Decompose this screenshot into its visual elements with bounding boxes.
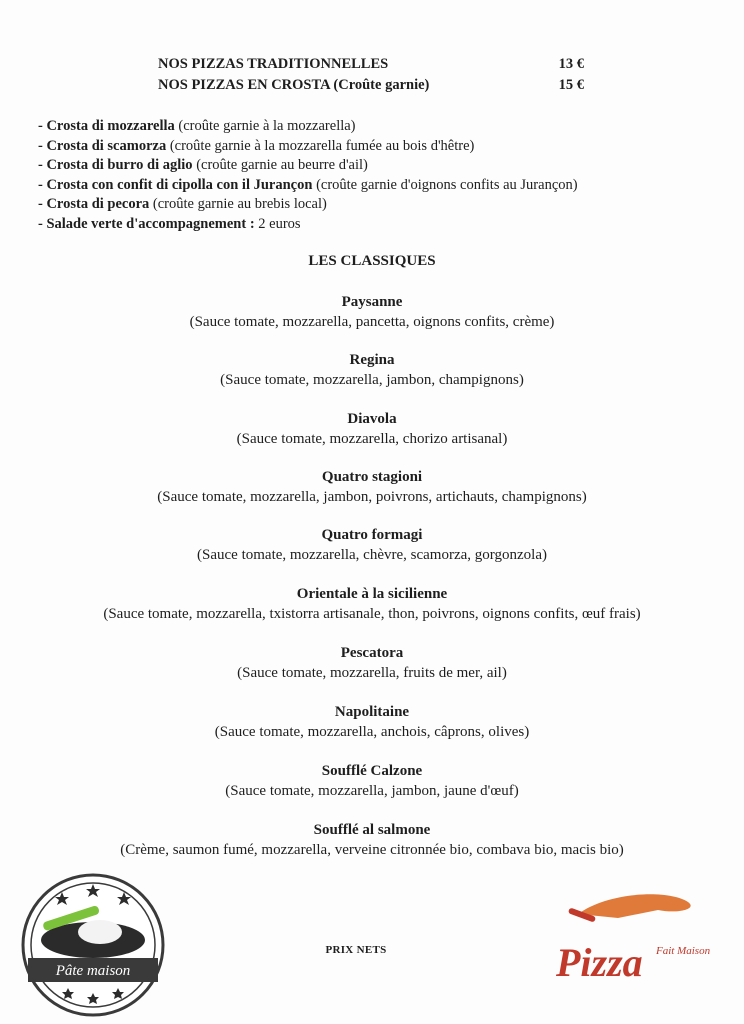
pizza-name: Paysanne xyxy=(341,294,403,310)
price-row-crosta xyxy=(158,77,584,94)
pizza-item xyxy=(0,350,744,390)
crosta-name: - Salade verte d'accompagnement : xyxy=(38,215,255,232)
pizza-item xyxy=(0,761,744,801)
pizza-ingredients: (Crème, saumon fumé, mozzarella, verveine citronnée bio, combava bio, macis bio) xyxy=(120,842,624,858)
crosta-desc: (croûte garnie à la mozzarella) xyxy=(174,118,356,134)
crosta-desc: (croûte garnie au beurre d'ail) xyxy=(192,157,368,173)
pizza-ingredients: (Sauce tomate, mozzarella, fruits de mer, ail) xyxy=(237,665,507,681)
pizza-ingredients: (Sauce tomate, mozzarella, jambon, poivrons, artichauts, champignons) xyxy=(157,489,587,505)
price-row-label: NOS PIZZAS TRADITIONNELLES xyxy=(158,56,389,72)
pizza-ingredients: (Sauce tomate, mozzarella, chèvre, scamorza, gorgonzola) xyxy=(197,547,547,563)
price-row-label-sub: (Croûte garnie) xyxy=(333,77,430,93)
logo-big-text: Pizza xyxy=(556,940,643,984)
crosta-name: - Crosta con confit di cipolla con il Jurançon xyxy=(38,176,313,193)
pizza-name: Quatro formagi xyxy=(321,527,423,543)
crosta-name: - Crosta di mozzarella xyxy=(38,118,175,134)
crosta-name: - Crosta di burro di aglio xyxy=(38,157,193,173)
pizza-ingredients: (Sauce tomate, mozzarella, jambon, champignons) xyxy=(220,372,524,388)
pizza-name: Soufflé al salmone xyxy=(313,822,431,838)
list-item xyxy=(38,176,728,196)
crosta-list xyxy=(38,117,728,234)
list-item xyxy=(38,137,728,157)
pizza-item xyxy=(0,467,744,507)
list-item xyxy=(38,215,728,235)
badge-dough xyxy=(78,920,122,944)
list-item xyxy=(38,195,728,215)
badge-text: Pâte maison xyxy=(55,963,131,979)
pizza-item xyxy=(0,525,744,565)
crosta-desc: 2 euros xyxy=(254,215,301,232)
list-item xyxy=(38,156,728,176)
crosta-name: - Crosta di pecora xyxy=(38,196,150,212)
pizza-name: Orientale à la sicilienne xyxy=(296,586,448,602)
pizza-ingredients: (Sauce tomate, mozzarella, txistorra artisanale, thon, poivrons, oignons confits, œuf frais) xyxy=(103,606,641,622)
pizza-name: Regina xyxy=(349,352,395,368)
price-row-price: 15 € xyxy=(558,77,584,93)
pizza-item xyxy=(0,409,744,449)
crosta-desc: (croûte garnie à la mozzarella fumée au bois d'hêtre) xyxy=(166,137,475,154)
pizza-name: Diavola xyxy=(347,411,397,427)
pizza-name: Pescatora xyxy=(340,645,404,661)
pizza-item xyxy=(0,702,744,742)
logo-peel-icon xyxy=(578,894,691,918)
crosta-desc: (croûte garnie d'oignons confits au Jurançon) xyxy=(312,176,578,193)
price-row-price: 13 € xyxy=(558,56,584,72)
list-item xyxy=(38,117,728,137)
pizza-item xyxy=(0,292,744,332)
crosta-name: - Crosta di scamorza xyxy=(38,137,167,154)
pizza-fait-maison-logo xyxy=(548,884,718,984)
crosta-desc: (croûte garnie au brebis local) xyxy=(149,196,327,212)
pizza-ingredients: (Sauce tomate, mozzarella, chorizo artisanal) xyxy=(236,431,508,447)
pizza-item xyxy=(0,643,744,683)
pizza-ingredients: (Sauce tomate, mozzarella, anchois, câprons, olives) xyxy=(214,724,530,740)
price-row-label-main: NOS PIZZAS EN CROSTA xyxy=(158,77,330,93)
pizza-name: Napolitaine xyxy=(334,704,410,720)
price-row-traditionnelles xyxy=(158,56,584,73)
prix-nets-label: PRIX NETS xyxy=(325,944,387,956)
logo-small-text: Fait Maison xyxy=(656,945,711,957)
section-title-classiques: LES CLASSIQUES xyxy=(308,253,436,269)
pizza-ingredients: (Sauce tomate, mozzarella, jambon, jaune d'œuf) xyxy=(225,783,519,799)
pizza-item xyxy=(0,584,744,624)
pate-maison-badge xyxy=(20,872,166,1018)
pizza-item xyxy=(0,820,744,860)
pizza-name: Quatro stagioni xyxy=(321,469,423,485)
pizza-name: Soufflé Calzone xyxy=(321,763,423,779)
price-row-label xyxy=(158,77,429,94)
pizza-ingredients: (Sauce tomate, mozzarella, pancetta, oignons confits, crème) xyxy=(189,314,555,330)
